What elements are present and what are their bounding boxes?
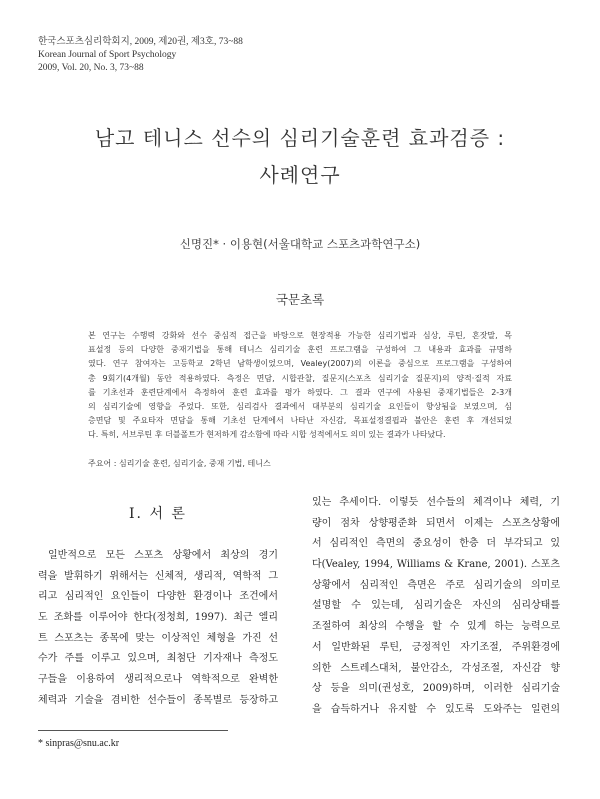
journal-info	[38, 36, 243, 75]
body-line: 서 일반화된 루틴, 긍정적인 자기조절, 주위환경에	[312, 641, 560, 653]
body-line: 조절하여 최상의 수행을 할 수 있게 하는 능력으로	[312, 621, 560, 633]
abstract-body	[88, 329, 512, 443]
body-line: 상황에서 심리적인 측면은 주로 심리기술의 의미로	[312, 579, 560, 591]
body-line: 트 스포츠는 종목에 맞는 이상적인 체형을 가진 선	[38, 632, 278, 644]
footnote-email: * sinpras@snu.ac.kr	[38, 738, 120, 749]
body-line: 구들을 이용하여 생리적으로나 역학적으로 완벽한	[38, 674, 278, 686]
left-column-text	[38, 546, 278, 712]
body-line: 리고 심리적인 요인들이 다양한 환경이나 조건에서	[38, 591, 278, 603]
abstract-heading: 국문초록	[275, 292, 325, 307]
body-line: 있는 추세이다. 이렇듯 선수들의 체격이나 체력, 기	[312, 497, 560, 508]
journal-info-korean: 한국스포츠심리학회지, 2009, 제20권, 제3호, 73~88	[38, 37, 243, 47]
abstract-line: 본 연구는 수행력 강화와 선수 중심적 접근을 바탕으로 현장적용 가능한 심리기법과 심상, 루틴, 혼잣말, 목	[88, 331, 512, 340]
body-line: 설명할 수 있는데, 심리기술은 자신의 심리상태를	[312, 600, 560, 612]
paper-title-line-1: 남고 테니스 선수의 심리기술훈련 효과검증 :	[94, 126, 506, 150]
abstract-line: 총 9회기(4개월) 동안 적용하였다. 측정은 면담, 시합관찰, 질문지(스포츠 심리기술 질문지)의 양적·질적 자료	[88, 373, 512, 383]
abstract-line: 의 심리기술에 영향을 주었다. 또한, 심리검사 결과에서 대부분의 심리기술 요인들이 향상됨을 보였으며, 심	[88, 401, 512, 411]
body-line: 력을 발휘하기 위해서는 신체적, 생리적, 역학적 그	[38, 570, 278, 582]
abstract-line: 다. 특히, 서브루틴 후 더블폴트가 현저하게 감소함에 따라 시합 성적에서도 의미 있는 결과가 나타났다.	[88, 430, 446, 440]
body-line: 수가 주를 이루고 있으며, 최첨단 기자재나 측정도	[38, 653, 278, 665]
journal-info-volume: 2009, Vol. 20, No. 3, 73~88	[38, 63, 144, 73]
paper-title-line-2: 사례연구	[259, 163, 341, 187]
abstract-line: 층면담 및 주요타자 면담을 통해 기초선 단계에서 나타난 자신감, 목표설정결핍과 불안은 훈련 후 개선되었	[88, 416, 512, 426]
body-line: 다(Vealey, 1994, Williams & Krane, 2001). 스포츠	[312, 559, 560, 571]
abstract-line: 였다. 연구 참여자는 고등학교 2학년 남학생이었으며, Vealey(2007)의 이론을 중심으로 프로그램을 구성하여	[88, 359, 512, 369]
body-line: 일반적으로 모든 스포츠 상황에서 최상의 경기	[48, 550, 278, 561]
body-line: 체력과 기술을 겸비한 선수들이 종목별로 등장하고	[38, 694, 278, 706]
body-line: 도 조화를 이루어야 한다(정청희, 1997). 최근 엘리	[38, 612, 278, 624]
body-line: 을 습득하거나 유지할 수 있도록 도와주는 일련의	[312, 703, 560, 715]
right-column-text	[312, 493, 560, 721]
body-line: 의한 스트레스대처, 불안감소, 각성조절, 자신감 향	[312, 662, 560, 674]
body-line: 상 등을 의미(권성호, 2009)하며, 이러한 심리기술	[312, 683, 560, 695]
author-line: 신명진* · 이용현(서울대학교 스포츠과학연구소)	[179, 237, 421, 251]
footnote-divider	[38, 730, 228, 731]
body-line: 량이 점차 상향평준화 되면서 이제는 스포츠상황에	[312, 517, 560, 529]
abstract-line: 를 기초선과 훈련단계에서 측정하여 훈련 효과를 평가 하였다. 그 결과 연구에 사용된 중재기법들은 2-3개	[88, 387, 512, 397]
abstract-line: 표설정 등의 다양한 중재기법을 통해 테니스 심리기술 훈련 프로그램을 구성하여 그 내용과 효과를 규명하	[88, 345, 512, 355]
section-heading-introduction: Ⅰ. 서 론	[129, 506, 187, 522]
journal-info-english: Korean Journal of Sport Psychology	[38, 50, 177, 60]
keywords: 주요어 : 심리기술 훈련, 심리기술, 중재 기법, 테니스	[88, 459, 271, 468]
body-line: 서 심리적인 측면의 중요성이 한층 더 부각되고 있	[312, 538, 560, 550]
